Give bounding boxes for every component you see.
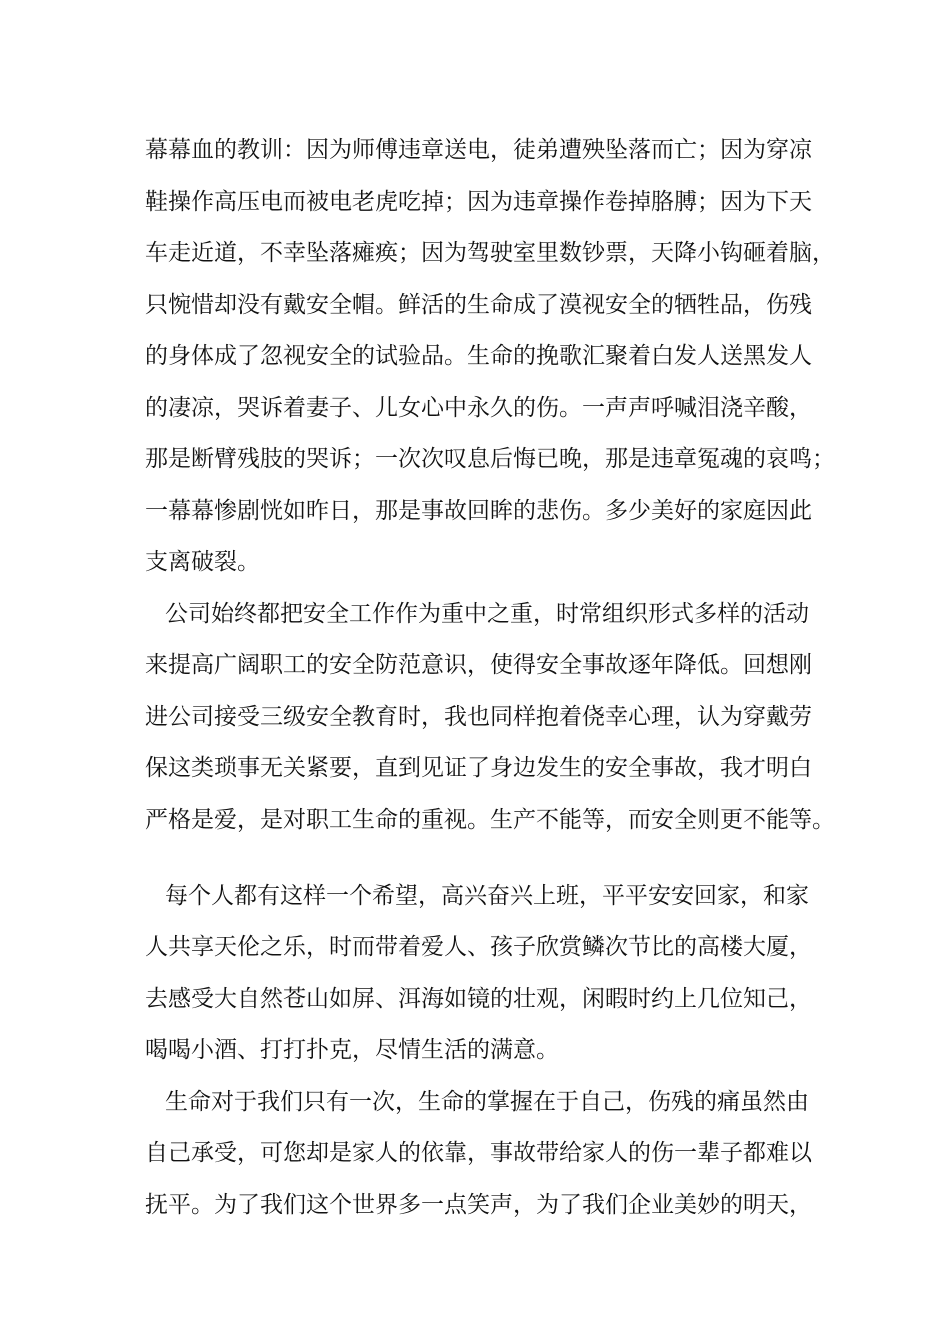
text-line: 严格是爱，是对职工生命的重视。生产不能等，而安全则更不能等。 [145,807,835,833]
text-line: 一幕幕惨剧恍如昨日，那是事故回眸的悲伤。多少美好的家庭因此 [145,498,812,524]
text-line: 去感受大自然苍山如屏、洱海如镜的壮观，闲暇时约上几位知己， [145,986,812,1012]
text-line: 鞋操作高压电而被电老虎吃掉；因为违章操作卷掉胳膊；因为下天 [145,189,812,215]
text-line: 生命对于我们只有一次，生命的掌握在于自己，伤残的痛虽然由 [165,1089,809,1115]
text-line: 自己承受，可您却是家人的依靠，事故带给家人的伤一辈子都难以 [145,1140,812,1166]
text-line: 那是断臂残肢的哭诉；一次次叹息后悔已晚，那是违章冤魂的哀鸣； [145,446,835,472]
text-line: 只惋惜却没有戴安全帽。鲜活的生命成了漠视安全的牺牲品，伤残 [145,292,812,318]
text-line: 每个人都有这样一个希望，高兴奋兴上班，平平安安回家，和家 [165,883,809,909]
text-line: 来提高广阔职工的安全防范意识，使得安全事故逐年降低。回想刚 [145,652,812,678]
text-line: 人共享天伦之乐，时而带着爱人、孩子欣赏鳞次节比的高楼大厦， [145,934,812,960]
text-line: 进公司接受三级安全教育时，我也同样抱着侥幸心理，认为穿戴劳 [145,704,812,730]
text-line: 公司始终都把安全工作作为重中之重，时常组织形式多样的活动 [165,601,809,627]
text-line: 抚平。为了我们这个世界多一点笑声，为了我们企业美妙的明天， [145,1192,812,1218]
text-line: 车走近道，不幸坠落瘫痪；因为驾驶室里数钞票，天降小钩砸着脑， [145,240,835,266]
text-line: 幕幕血的教训：因为师傅违章送电，徒弟遭殃坠落而亡；因为穿凉 [145,137,812,163]
text-line: 支离破裂。 [145,549,260,575]
text-line: 的身体成了忽视安全的试验品。生命的挽歌汇聚着白发人送黑发人 [145,343,812,369]
text-line: 保这类琐事无关紧要，直到见证了身边发生的安全事故，我才明白 [145,755,812,781]
text-line: 喝喝小酒、打打扑克，尽情生活的满意。 [145,1037,559,1063]
text-line: 的凄凉，哭诉着妻子、儿女心中永久的伤。一声声呼喊泪浇辛酸， [145,395,812,421]
